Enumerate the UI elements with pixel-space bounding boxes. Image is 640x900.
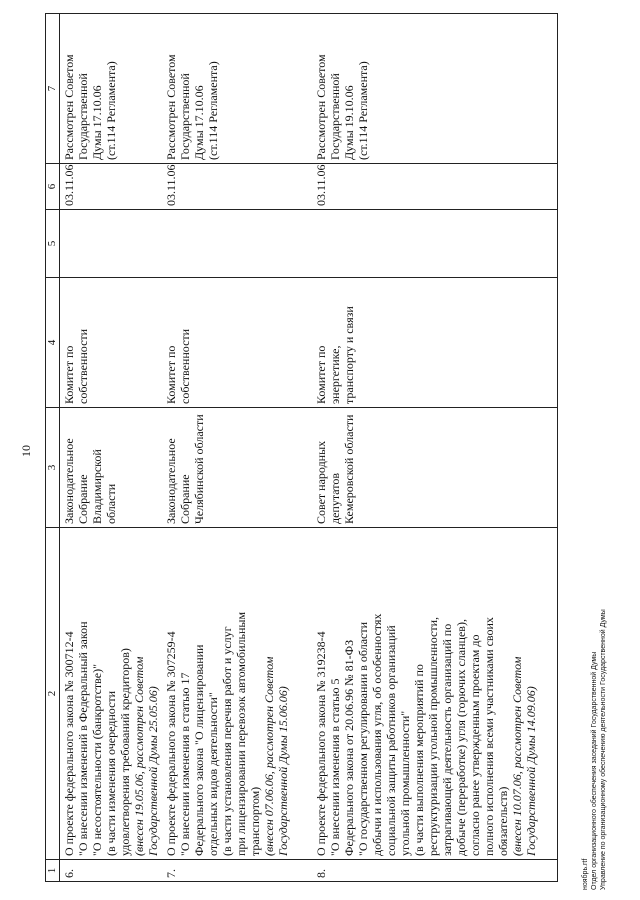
bill-line: при лицензировании перевозок автомобильным: [234, 611, 248, 856]
status-line: Государственной: [76, 73, 90, 160]
page-number: 10: [19, 445, 33, 457]
status-line: Государственной: [328, 73, 342, 160]
bill-line: О проекте федерального закона № 319238-4: [314, 631, 328, 856]
bill-line: полного исполнения всеми участниками своих: [482, 617, 496, 856]
bill-note: Государственной Думы 15.06.06): [276, 686, 290, 856]
date-cell: 03.11.06: [162, 164, 312, 210]
bills-table: [45, 13, 558, 882]
committee-line: энергетике,: [328, 345, 342, 404]
bill-line: согласно ранее утвержденным проектам до: [468, 634, 482, 856]
footer-directorate: Управление по организационному обеспечению деятельности Государственной Думы: [600, 609, 607, 890]
table-row: [60, 14, 163, 882]
author-cell: [162, 408, 312, 528]
table-row: [162, 14, 312, 882]
table-row: [312, 14, 557, 882]
bill-line: обязательств): [496, 786, 510, 856]
author-cell: [312, 408, 557, 528]
author-line: Совет народных: [314, 440, 328, 524]
bill-line: затрагивающей деятельность организаций по: [440, 623, 454, 856]
status-line: Рассмотрен Советом: [164, 54, 178, 160]
row-number: 8.: [312, 860, 557, 882]
status-line: Думы 17.10.06: [90, 85, 104, 160]
date-cell: 03.11.06: [60, 164, 163, 210]
bill-note: (внесен 19.05.06, рассмотрен Советом: [132, 656, 146, 856]
document-footer: [581, 609, 608, 890]
footer-department: Отдел организационного обеспечения заседаний Государственной Думы: [591, 651, 598, 890]
bill-note: Государственной Думы 25.05.06): [146, 686, 160, 856]
bill-description: [312, 528, 557, 860]
bill-note: (внесен 07.06.06, рассмотрен Советом: [262, 656, 276, 856]
status-cell: [162, 14, 312, 164]
header-cell: 5: [46, 210, 60, 278]
status-line: Государственной: [178, 73, 192, 160]
author-line: депутатов: [328, 472, 342, 524]
author-cell: [60, 408, 163, 528]
bill-line: (в части изменения очередности: [104, 690, 118, 856]
row-number: 7.: [162, 860, 312, 882]
bill-line: (в части установления перечня работ и услуг: [220, 626, 234, 856]
committee-line: Комитет по: [164, 345, 178, 404]
bill-line: добыче (переработке) угля (горючих сланцев),: [454, 619, 468, 856]
bill-line: отдельных видов деятельности": [206, 692, 220, 856]
status-line: Думы 19.10.06: [342, 85, 356, 160]
author-line: Челябинской области: [192, 414, 206, 524]
bill-line: социальной защиты работников организаций: [384, 625, 398, 856]
bill-line: О проекте федерального закона № 300712-4: [62, 631, 76, 856]
committee-line: транспорту и связи: [342, 306, 356, 404]
status-line: (ст.114 Регламента): [206, 61, 220, 160]
bill-line: "О государственном регулировании в области: [356, 621, 370, 856]
author-line: Кемеровской области: [342, 414, 356, 524]
bill-note: (внесен 10.07.06, рассмотрен Советом: [510, 656, 524, 856]
bill-line: Федерального закона "О лицензировании: [192, 644, 206, 856]
bill-description: [162, 528, 312, 860]
date-cell: 03.11.06: [312, 164, 557, 210]
row-number: 6.: [60, 860, 163, 882]
committee-line: собственности: [76, 328, 90, 404]
header-cell: 4: [46, 278, 60, 408]
committee-cell: [60, 278, 163, 408]
bill-line: Федерального закона от 20.06.96 № 81-ФЗ: [342, 639, 356, 856]
col5-cell: [162, 210, 312, 278]
bill-line: "О внесении изменения в статью 5: [328, 678, 342, 856]
header-cell: 6: [46, 164, 60, 210]
author-line: Законодательное: [62, 438, 76, 524]
rotated-page: [18, 7, 618, 892]
bill-line: удовлетворения требований кредиторов): [118, 648, 132, 856]
header-cell: 3: [46, 408, 60, 528]
committee-line: Комитет по: [62, 345, 76, 404]
status-line: Рассмотрен Советом: [314, 54, 328, 160]
bill-line: (в части выполнения мероприятий по: [412, 664, 426, 856]
bill-note: Государственной Думы 14.09.06): [524, 686, 538, 856]
bill-line: добычи и использования угля, об особенностях: [370, 613, 384, 856]
col5-cell: [60, 210, 163, 278]
status-cell: [60, 14, 163, 164]
bill-line: транспортом): [248, 786, 262, 856]
col5-cell: [312, 210, 557, 278]
header-cell: 7: [46, 14, 60, 164]
status-cell: [312, 14, 557, 164]
author-line: области: [104, 483, 118, 524]
header-cell: 1: [46, 860, 60, 882]
bill-line: "О внесении изменения в статью 17: [178, 672, 192, 856]
author-line: Собрание: [76, 474, 90, 524]
bill-line: угольной промышленности": [398, 710, 412, 856]
footer-filename: ноябрь.rtf: [582, 858, 589, 890]
bill-line: "О несостоятельности (банкротстве)": [90, 664, 104, 856]
author-line: Владимирской: [90, 449, 104, 524]
committee-line: собственности: [178, 328, 192, 404]
bill-description: [60, 528, 163, 860]
author-line: Законодательное: [164, 438, 178, 524]
header-cell: 2: [46, 528, 60, 860]
status-line: Думы 17.10.06: [192, 85, 206, 160]
bill-line: "О внесении изменений в Федеральный закон: [76, 621, 90, 856]
committee-line: Комитет по: [314, 345, 328, 404]
table-header-row: [46, 14, 60, 882]
bill-line: О проекте федерального закона № 307259-4: [164, 631, 178, 856]
bill-line: реструктуризации угольной промышленности,: [426, 616, 440, 856]
status-line: (ст.114 Регламента): [356, 61, 370, 160]
committee-cell: [312, 278, 557, 408]
status-line: (ст.114 Регламента): [104, 61, 118, 160]
author-line: Собрание: [178, 474, 192, 524]
committee-cell: [162, 278, 312, 408]
status-line: Рассмотрен Советом: [62, 54, 76, 160]
